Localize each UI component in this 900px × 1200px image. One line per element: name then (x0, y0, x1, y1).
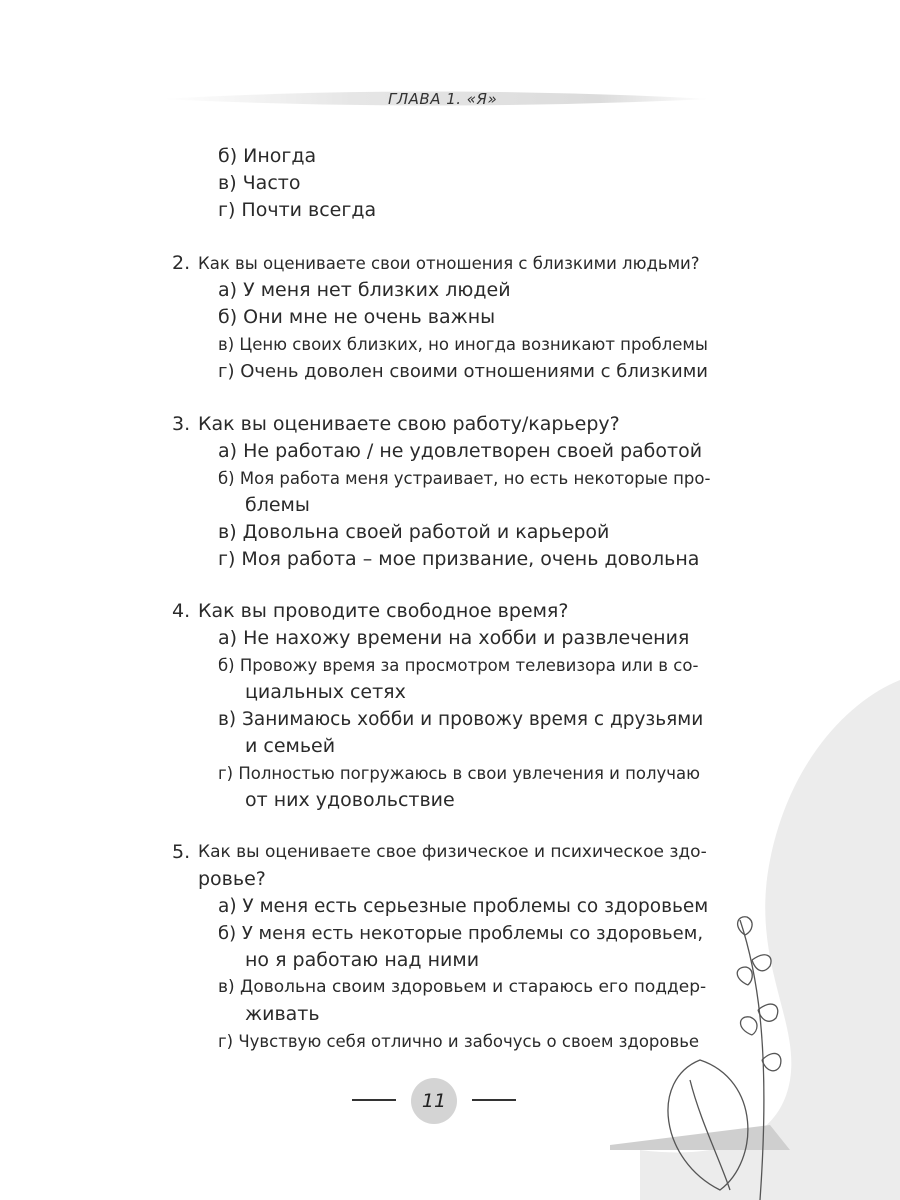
question-number: 4. (172, 600, 191, 622)
answer-option: г) Полностью погружаюсь в свои увлечения и получаю (218, 764, 701, 783)
question-number: 2. (172, 252, 191, 274)
chapter-title: ГЛАВА 1. «Я» (388, 90, 498, 108)
question-number: 5. (172, 841, 191, 863)
answer-option-continued: но я работаю над ними (245, 949, 480, 971)
answer-option: б) У меня есть некоторые проблемы со здоровьем, (218, 923, 704, 944)
answer-option: г) Очень доволен своими отношениями с близкими (218, 361, 708, 382)
answer-option: г) Почти всегда (218, 199, 377, 221)
answer-option: в) Ценю своих близких, но иногда возникают проблемы (218, 335, 708, 354)
question-text: Как вы оцениваете свое физическое и психическое здо- (198, 842, 707, 862)
answer-option: а) У меня есть серьезные проблемы со здоровьем (218, 896, 709, 917)
footer-line-right (472, 1099, 516, 1101)
answer-option: а) У меня нет близких людей (218, 279, 511, 301)
answer-option-continued: циальных сетях (245, 681, 406, 703)
question-text-continued: ровье? (198, 868, 266, 890)
question-text: Как вы проводите свободное время? (198, 600, 569, 622)
answer-option-continued: живать (245, 1003, 320, 1025)
answer-option: в) Довольна своей работой и карьерой (218, 521, 610, 543)
answer-option: б) Моя работа меня устраивает, но есть некоторые про- (218, 469, 711, 488)
answer-option: в) Часто (218, 172, 301, 194)
answer-option-continued: и семьей (245, 735, 336, 757)
question-text: Как вы оцениваете свои отношения с близкими людьми? (198, 254, 700, 273)
answer-option: г) Моя работа – мое призвание, очень довольна (218, 548, 700, 570)
question-text: Как вы оцениваете свою работу/карьеру? (198, 413, 620, 435)
answer-option: б) Они мне не очень важны (218, 306, 496, 328)
footer-line-left (352, 1099, 396, 1101)
answer-option: г) Чувствую себя отлично и забочусь о своем здоровье (218, 1032, 700, 1051)
answer-option: а) Не работаю / не удовлетворен своей работой (218, 440, 703, 462)
answer-option: а) Не нахожу времени на хобби и развлечения (218, 627, 690, 649)
answer-option: б) Иногда (218, 145, 317, 167)
answer-option: в) Занимаюсь хобби и провожу время с друзьями (218, 709, 704, 730)
answer-option-continued: от них удовольствие (245, 789, 455, 811)
answer-option: в) Довольна своим здоровьем и стараюсь его поддер- (218, 977, 707, 997)
answer-option-continued: блемы (245, 494, 310, 516)
page-number: 11 (411, 1078, 457, 1124)
question-number: 3. (172, 413, 191, 435)
answer-option: б) Провожу время за просмотром телевизора или в со- (218, 656, 699, 675)
